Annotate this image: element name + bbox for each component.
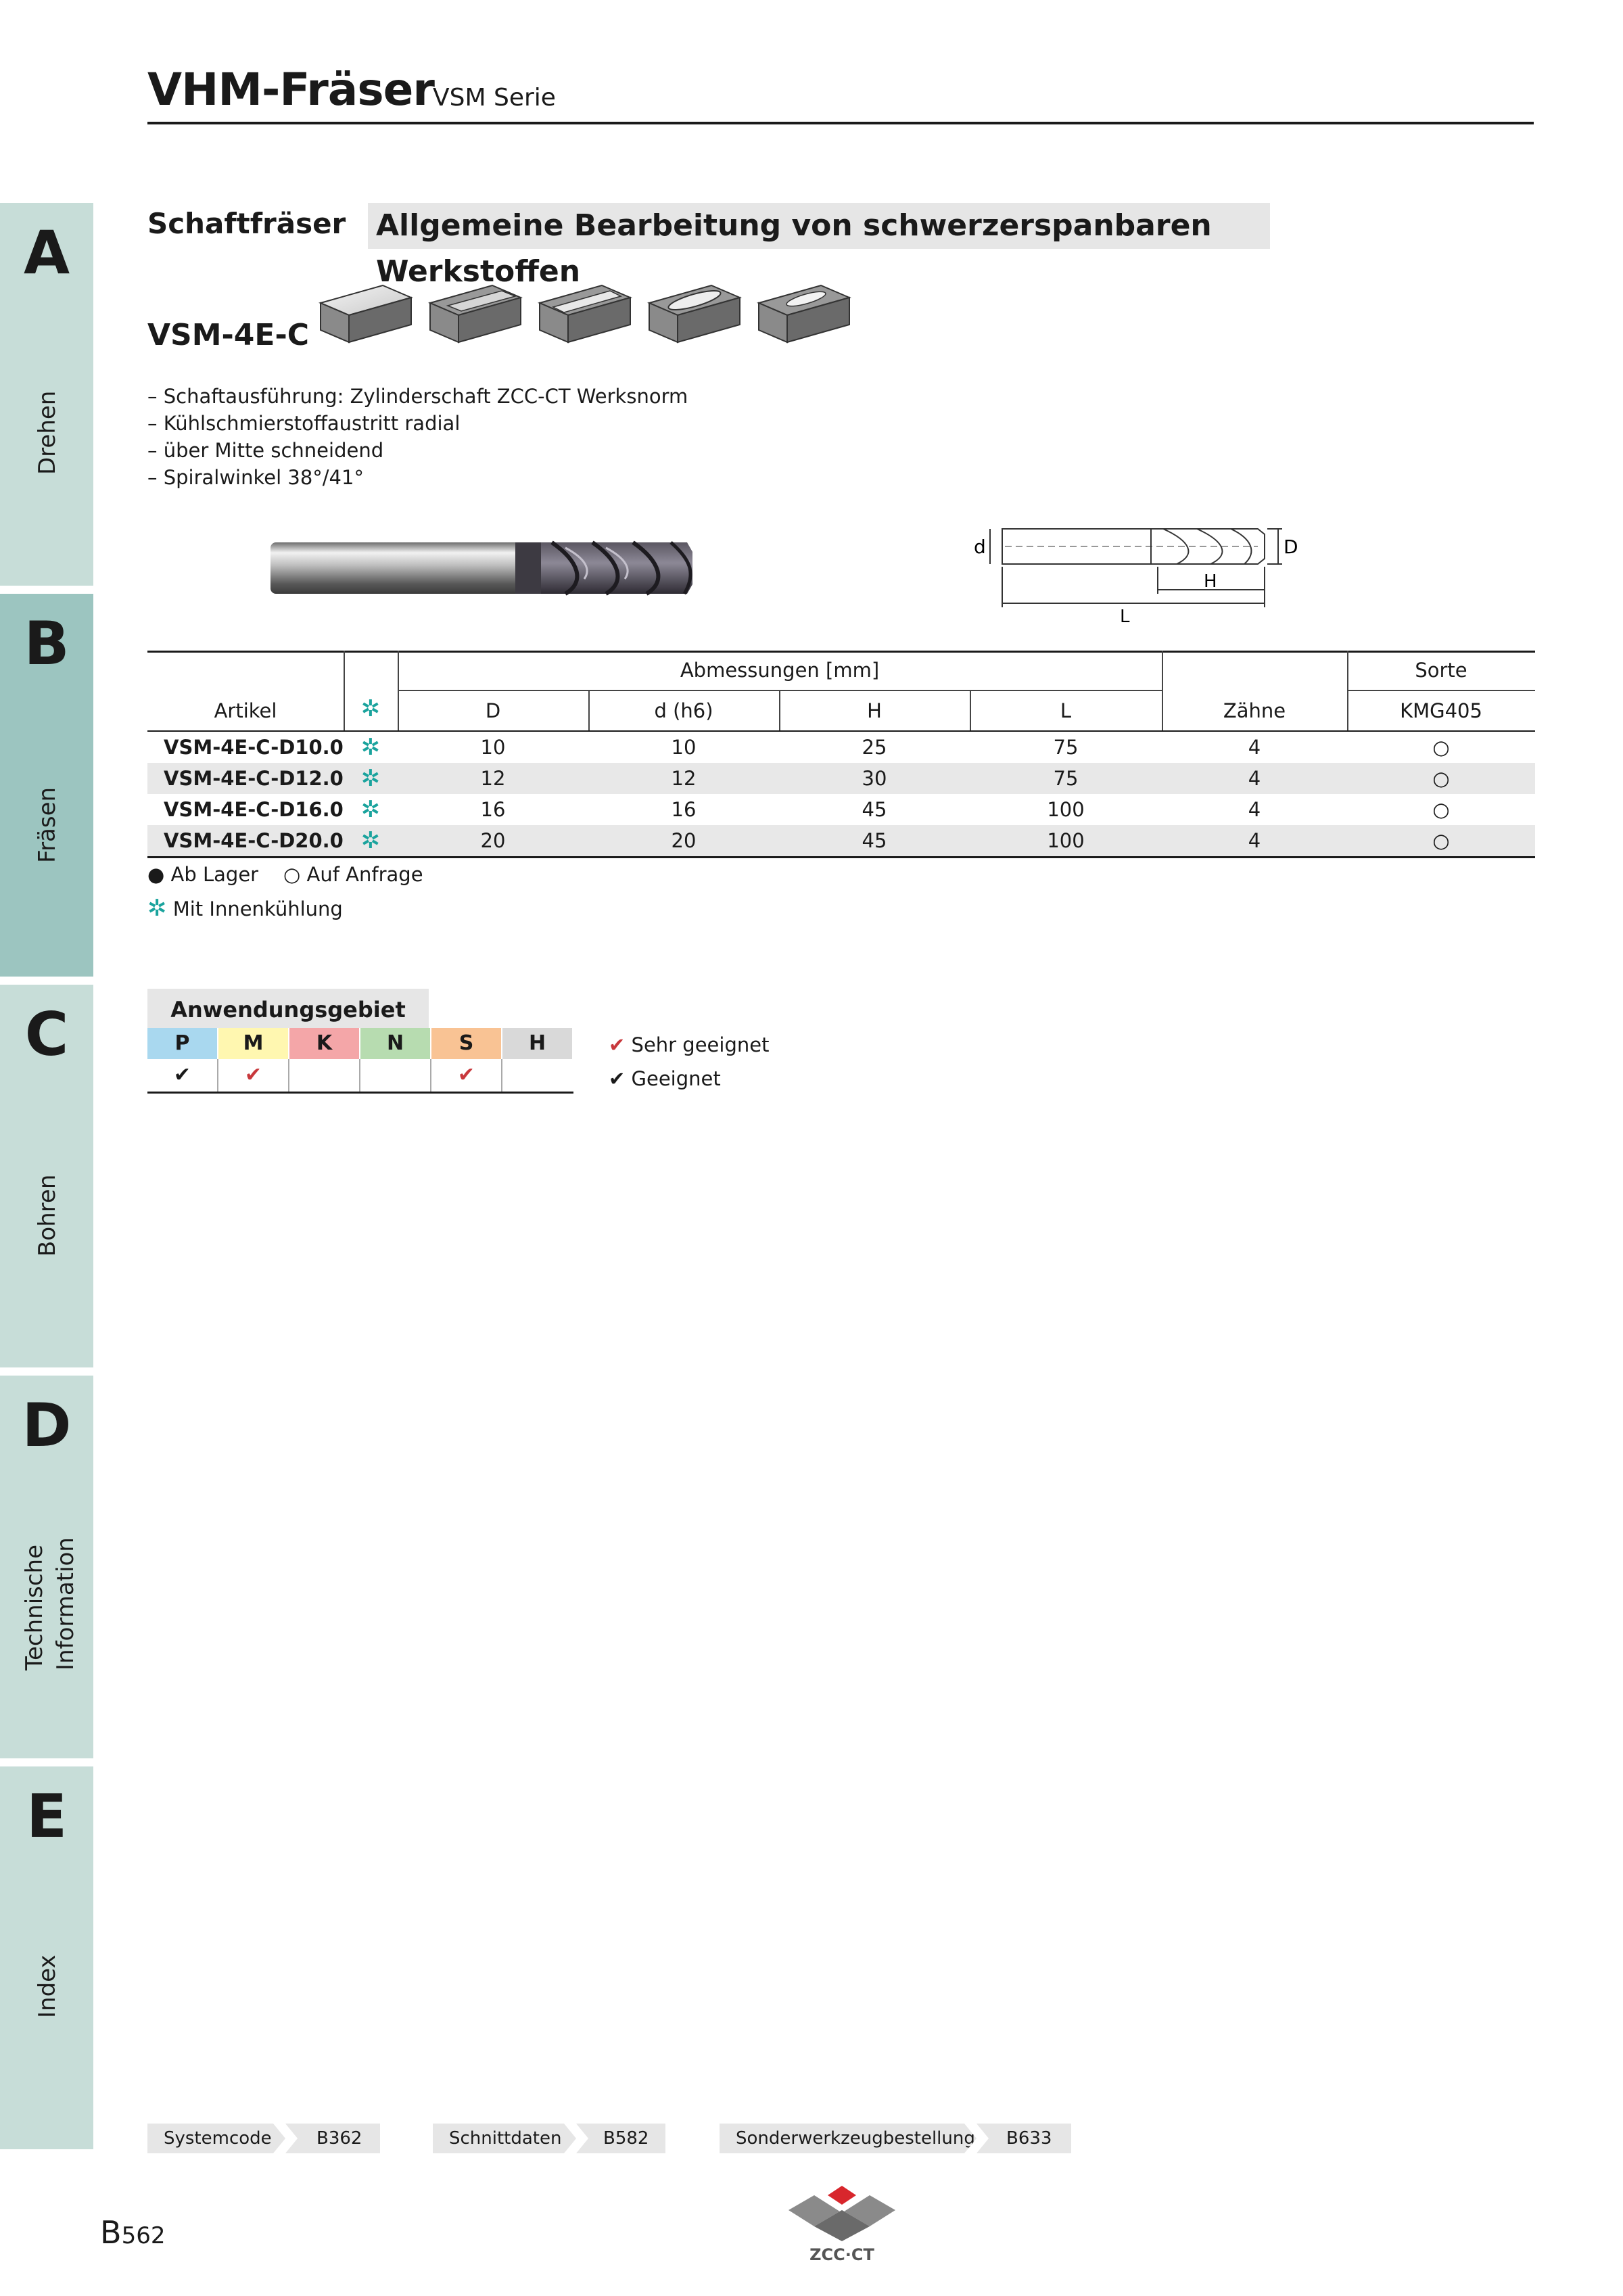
- tab-label-technische: Technische Information: [21, 1537, 79, 1670]
- face-milling-icon: [321, 285, 411, 342]
- cell-d: 12: [671, 767, 697, 790]
- material-S: S: [431, 1028, 502, 1059]
- material-P: P: [147, 1028, 218, 1059]
- ref-sonderwerkzeug[interactable]: [720, 2124, 1071, 2153]
- col-header-article: Artikel: [214, 699, 277, 722]
- page-number: [100, 2214, 165, 2251]
- article-code: VSM-4E-C-D16.0: [164, 798, 344, 821]
- cell-grade: ○: [1432, 798, 1450, 821]
- table-row: [147, 825, 1535, 856]
- slot-milling-icon: [540, 285, 630, 342]
- section-label: Schaftfräser: [147, 207, 346, 240]
- product-code: VSM-4E-C: [147, 318, 310, 352]
- shoulder-milling-icon: [430, 285, 521, 342]
- availability-legend: [147, 858, 423, 926]
- series-label: VSM Serie: [433, 84, 556, 112]
- tab-label-drehen: Drehen: [34, 390, 61, 475]
- col-header-d-h6: d (h6): [654, 699, 713, 722]
- col-header-L: L: [1060, 699, 1072, 722]
- cell-grade: ○: [1432, 829, 1450, 852]
- col-header-teeth: Zähne: [1223, 699, 1286, 722]
- pocket-milling-icon: [649, 285, 740, 342]
- page-prefix: B: [100, 2214, 122, 2251]
- article-code: VSM-4E-C-D20.0: [164, 829, 344, 852]
- feature-item: – Spiralwinkel 38°/41°: [147, 466, 364, 489]
- suitability-empty: [502, 1059, 573, 1092]
- cell-H: 30: [862, 767, 887, 790]
- cell-H: 25: [862, 736, 887, 759]
- col-header-coolant-icon: ✲: [360, 695, 381, 722]
- table-row: [147, 732, 1535, 763]
- tab-letter: B: [24, 609, 70, 678]
- chevron-right-icon: [564, 2124, 588, 2153]
- stock-label: Ab Lager: [170, 863, 259, 886]
- tab-letter: E: [26, 1781, 68, 1851]
- cell-D: 20: [480, 829, 506, 852]
- cell-teeth: 4: [1248, 767, 1261, 790]
- coolant-icon: ✲: [360, 796, 381, 823]
- zcc-ct-logo: [784, 2183, 899, 2264]
- coolant-icon: ✲: [360, 734, 381, 761]
- end-mill-photo: [268, 534, 701, 602]
- suitability-check-icon: ✔: [147, 1059, 218, 1092]
- ref-label: Sonderwerkzeugbestellung: [736, 2128, 975, 2149]
- col-header-grade: KMG405: [1400, 699, 1482, 722]
- chevron-right-icon: [273, 2124, 298, 2153]
- ref-page: B582: [603, 2128, 649, 2149]
- ref-schnittdaten[interactable]: [433, 2124, 665, 2153]
- ref-label: Schnittdaten: [449, 2128, 562, 2149]
- page-title: VHM-Fräser: [147, 64, 434, 116]
- feature-list: [147, 383, 688, 491]
- coolant-icon: ✲: [147, 895, 167, 922]
- page-header: [147, 60, 1534, 124]
- cell-H: 45: [862, 798, 887, 821]
- col-header-D: D: [485, 699, 501, 722]
- ref-page: B362: [316, 2128, 362, 2149]
- cell-L: 75: [1053, 736, 1079, 759]
- page-num: 562: [121, 2222, 166, 2249]
- cell-grade: ○: [1432, 736, 1450, 759]
- coolant-label: Mit Innenkühlung: [172, 897, 343, 920]
- suitability-empty: [289, 1059, 360, 1092]
- request-label: Auf Anfrage: [306, 863, 423, 886]
- ref-systemcode[interactable]: [147, 2124, 380, 2153]
- section-banner: Allgemeine Bearbeitung von schwerzerspanbaren Werkstoffen: [368, 203, 1270, 249]
- application-title: Anwendungsgebiet: [147, 989, 429, 1028]
- logo-text: ZCC·CT: [809, 2245, 874, 2264]
- group-header-grade: Sorte: [1415, 659, 1467, 682]
- material-N: N: [360, 1028, 431, 1059]
- cell-teeth: 4: [1248, 829, 1261, 852]
- cell-D: 16: [480, 798, 506, 821]
- dimension-drawing: [960, 514, 1312, 622]
- suitability-legend: [609, 1028, 769, 1096]
- material-H: H: [502, 1028, 573, 1059]
- suitability-empty: [360, 1059, 431, 1092]
- feature-item: – über Mitte schneidend: [147, 439, 384, 462]
- cell-d: 16: [671, 798, 697, 821]
- coolant-icon: ✲: [360, 827, 381, 854]
- request-symbol: ○: [283, 863, 301, 886]
- very-suitable-label: Sehr geeignet: [631, 1033, 770, 1056]
- article-code: VSM-4E-C-D12.0: [164, 767, 344, 790]
- tab-label-index: Index: [34, 1954, 61, 2018]
- dim-d-label: d: [974, 536, 986, 558]
- stock-symbol: ●: [147, 863, 165, 886]
- cell-H: 45: [862, 829, 887, 852]
- tab-fraesen[interactable]: [0, 594, 93, 977]
- tab-label-bohren: Bohren: [34, 1174, 61, 1257]
- plunge-milling-icon: [759, 285, 849, 342]
- feature-item: – Kühlschmierstoffaustritt radial: [147, 412, 461, 435]
- dim-D-label: D: [1284, 536, 1298, 558]
- cell-grade: ○: [1432, 767, 1450, 790]
- tab-letter: C: [24, 1000, 69, 1069]
- col-header-H: H: [867, 699, 882, 722]
- cell-D: 12: [480, 767, 506, 790]
- very-suitable-icon: ✔: [609, 1033, 626, 1056]
- tab-letter: A: [23, 218, 70, 287]
- cell-teeth: 4: [1248, 736, 1261, 759]
- feature-item: – Schaftausführung: Zylinderschaft ZCC-CT Werksnorm: [147, 385, 688, 408]
- material-M: M: [218, 1028, 289, 1059]
- dim-H-label: H: [1204, 571, 1217, 592]
- table-row: [147, 794, 1535, 825]
- machining-type-icons: [318, 276, 859, 350]
- coolant-icon: ✲: [360, 765, 381, 792]
- tab-label-fraesen: Fräsen: [34, 787, 61, 863]
- suitability-check-icon: ✔: [218, 1059, 289, 1092]
- dim-L-label: L: [1120, 607, 1130, 622]
- ref-label: Systemcode: [164, 2128, 272, 2149]
- cell-D: 10: [480, 736, 506, 759]
- table-row: [147, 763, 1535, 794]
- suitability-check-icon: ✔: [431, 1059, 502, 1092]
- cell-L: 100: [1047, 829, 1085, 852]
- suitable-icon: ✔: [609, 1067, 626, 1090]
- material-K: K: [289, 1028, 360, 1059]
- article-code: VSM-4E-C-D10.0: [164, 736, 344, 759]
- chevron-right-icon: [964, 2124, 989, 2153]
- suitable-label: Geeignet: [631, 1067, 721, 1090]
- cell-L: 75: [1053, 767, 1079, 790]
- group-header-dims: Abmessungen [mm]: [680, 659, 880, 682]
- cell-d: 20: [671, 829, 697, 852]
- ref-page: B633: [1006, 2128, 1052, 2149]
- tab-letter: D: [22, 1390, 72, 1460]
- cell-teeth: 4: [1248, 798, 1261, 821]
- cell-L: 100: [1047, 798, 1085, 821]
- cell-d: 10: [671, 736, 697, 759]
